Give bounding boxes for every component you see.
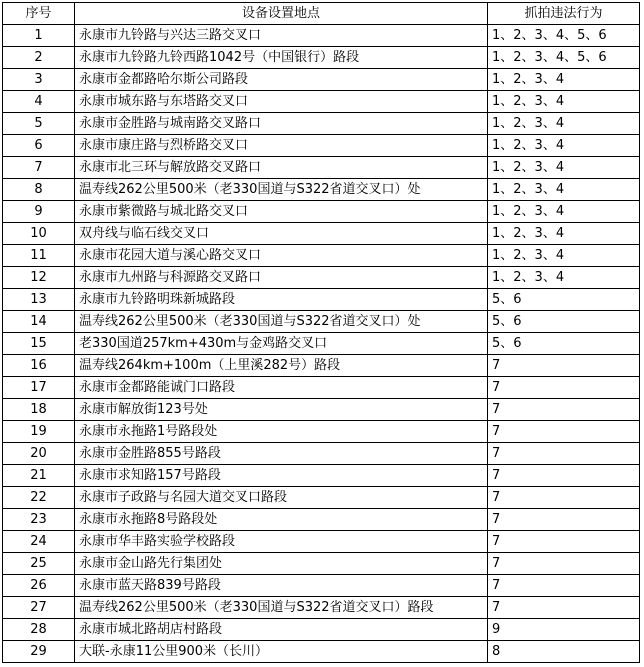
header-violations: 抓拍违法行为 [488,3,640,25]
row-index-cell: 8 [3,179,75,201]
row-location-cell: 永康市永拖路1号路段处 [75,421,488,443]
table-row [3,289,640,311]
row-index-cell: 3 [3,69,75,91]
row-violations-cell: 7 [488,355,640,377]
table-body [3,25,640,663]
row-index-cell: 29 [3,641,75,663]
row-violations-cell: 7 [488,399,640,421]
row-violations-cell: 8 [488,641,640,663]
table-row [3,113,640,135]
header-row [3,3,640,25]
row-index-cell: 25 [3,553,75,575]
row-location-cell: 温寿线264km+100m（上里溪282号）路段 [75,355,488,377]
row-index-cell: 7 [3,157,75,179]
table-row [3,47,640,69]
row-location-cell: 永康市九州路与科源路交叉路口 [75,267,488,289]
row-violations-cell: 1、2、3、4 [488,267,640,289]
header-location: 设备设置地点 [75,3,488,25]
row-index-cell: 6 [3,135,75,157]
table-row [3,619,640,641]
row-index-cell: 4 [3,91,75,113]
table-row [3,245,640,267]
row-index-cell: 2 [3,47,75,69]
row-index-cell: 9 [3,201,75,223]
row-violations-cell: 9 [488,619,640,641]
row-violations-cell: 7 [488,465,640,487]
table-row [3,311,640,333]
row-location-cell: 永康市城东路与东塔路交叉口 [75,91,488,113]
row-index-cell: 13 [3,289,75,311]
row-violations-cell: 7 [488,553,640,575]
row-violations-cell: 5、6 [488,289,640,311]
table-row [3,575,640,597]
row-violations-cell: 5、6 [488,311,640,333]
row-location-cell: 温寿线262公里500米（老330国道与S322省道交叉口）处 [75,179,488,201]
row-index-cell: 11 [3,245,75,267]
row-location-cell: 大联-永康11公里900米（长川） [75,641,488,663]
table-row [3,135,640,157]
row-index-cell: 12 [3,267,75,289]
table-row [3,377,640,399]
row-violations-cell: 7 [488,575,640,597]
row-location-cell: 永康市金都路能诚门口路段 [75,377,488,399]
data-table [2,2,640,663]
row-violations-cell: 1、2、3、4 [488,223,640,245]
table-row [3,91,640,113]
row-location-cell: 永康市求知路157号路段 [75,465,488,487]
row-index-cell: 17 [3,377,75,399]
row-location-cell: 永康市康庄路与烈桥路交叉口 [75,135,488,157]
row-location-cell: 永康市金山路先行集团处 [75,553,488,575]
row-violations-cell: 7 [488,597,640,619]
row-index-cell: 15 [3,333,75,355]
row-location-cell: 永康市永拖路8号路段处 [75,509,488,531]
table-row [3,487,640,509]
row-violations-cell: 1、2、3、4 [488,179,640,201]
row-index-cell: 22 [3,487,75,509]
header-index: 序号 [3,3,75,25]
row-index-cell: 14 [3,311,75,333]
row-violations-cell: 1、2、3、4 [488,91,640,113]
row-index-cell: 19 [3,421,75,443]
table-row [3,333,640,355]
row-index-cell: 16 [3,355,75,377]
row-violations-cell: 1、2、3、4 [488,135,640,157]
row-index-cell: 28 [3,619,75,641]
row-violations-cell: 1、2、3、4 [488,113,640,135]
table-row [3,421,640,443]
row-index-cell: 23 [3,509,75,531]
row-index-cell: 20 [3,443,75,465]
row-violations-cell: 7 [488,443,640,465]
row-location-cell: 永康市紫微路与城北路交叉口 [75,201,488,223]
row-index-cell: 5 [3,113,75,135]
row-location-cell: 永康市北三环与解放路交叉路口 [75,157,488,179]
row-violations-cell: 7 [488,421,640,443]
row-violations-cell: 7 [488,487,640,509]
table-row [3,223,640,245]
row-violations-cell: 1、2、3、4、5、6 [488,47,640,69]
camera-location-table [2,2,640,663]
row-index-cell: 27 [3,597,75,619]
table-row [3,531,640,553]
row-violations-cell: 1、2、3、4 [488,157,640,179]
row-index-cell: 21 [3,465,75,487]
table-row [3,201,640,223]
row-location-cell: 永康市解放街123号处 [75,399,488,421]
table-row [3,25,640,47]
table-row [3,157,640,179]
row-violations-cell: 1、2、3、4、5、6 [488,25,640,47]
row-location-cell: 永康市蓝天路839号路段 [75,575,488,597]
table-row [3,399,640,421]
row-location-cell: 老330国道257km+430m与金鸡路交叉口 [75,333,488,355]
row-location-cell: 永康市金胜路与城南路交叉路口 [75,113,488,135]
row-index-cell: 18 [3,399,75,421]
row-violations-cell: 7 [488,531,640,553]
table-row [3,267,640,289]
row-location-cell: 永康市九铃路与兴达三路交叉口 [75,25,488,47]
table-row [3,553,640,575]
table-row [3,597,640,619]
row-violations-cell: 5、6 [488,333,640,355]
row-location-cell: 永康市金胜路855号路段 [75,443,488,465]
table-row [3,69,640,91]
row-index-cell: 24 [3,531,75,553]
row-location-cell: 永康市子政路与名园大道交叉口路段 [75,487,488,509]
row-index-cell: 26 [3,575,75,597]
row-index-cell: 10 [3,223,75,245]
row-location-cell: 永康市九铃路九铃西路1042号（中国银行）路段 [75,47,488,69]
row-violations-cell: 1、2、3、4 [488,245,640,267]
row-violations-cell: 7 [488,509,640,531]
row-location-cell: 永康市城北路胡店村路段 [75,619,488,641]
row-violations-cell: 1、2、3、4 [488,69,640,91]
row-location-cell: 永康市花园大道与溪心路交叉口 [75,245,488,267]
table-row [3,509,640,531]
row-location-cell: 温寿线262公里500米（老330国道与S322省道交叉口）路段 [75,597,488,619]
row-location-cell: 永康市金都路哈尔斯公司路段 [75,69,488,91]
table-row [3,465,640,487]
row-location-cell: 永康市九铃路明珠新城路段 [75,289,488,311]
table-row [3,641,640,663]
row-violations-cell: 7 [488,377,640,399]
table-row [3,179,640,201]
table-row [3,355,640,377]
row-index-cell: 1 [3,25,75,47]
row-location-cell: 温寿线262公里500米（老330国道与S322省道交叉口）处 [75,311,488,333]
row-location-cell: 双舟线与临石线交叉口 [75,223,488,245]
row-violations-cell: 1、2、3、4 [488,201,640,223]
table-row [3,443,640,465]
row-location-cell: 永康市华丰路实验学校路段 [75,531,488,553]
